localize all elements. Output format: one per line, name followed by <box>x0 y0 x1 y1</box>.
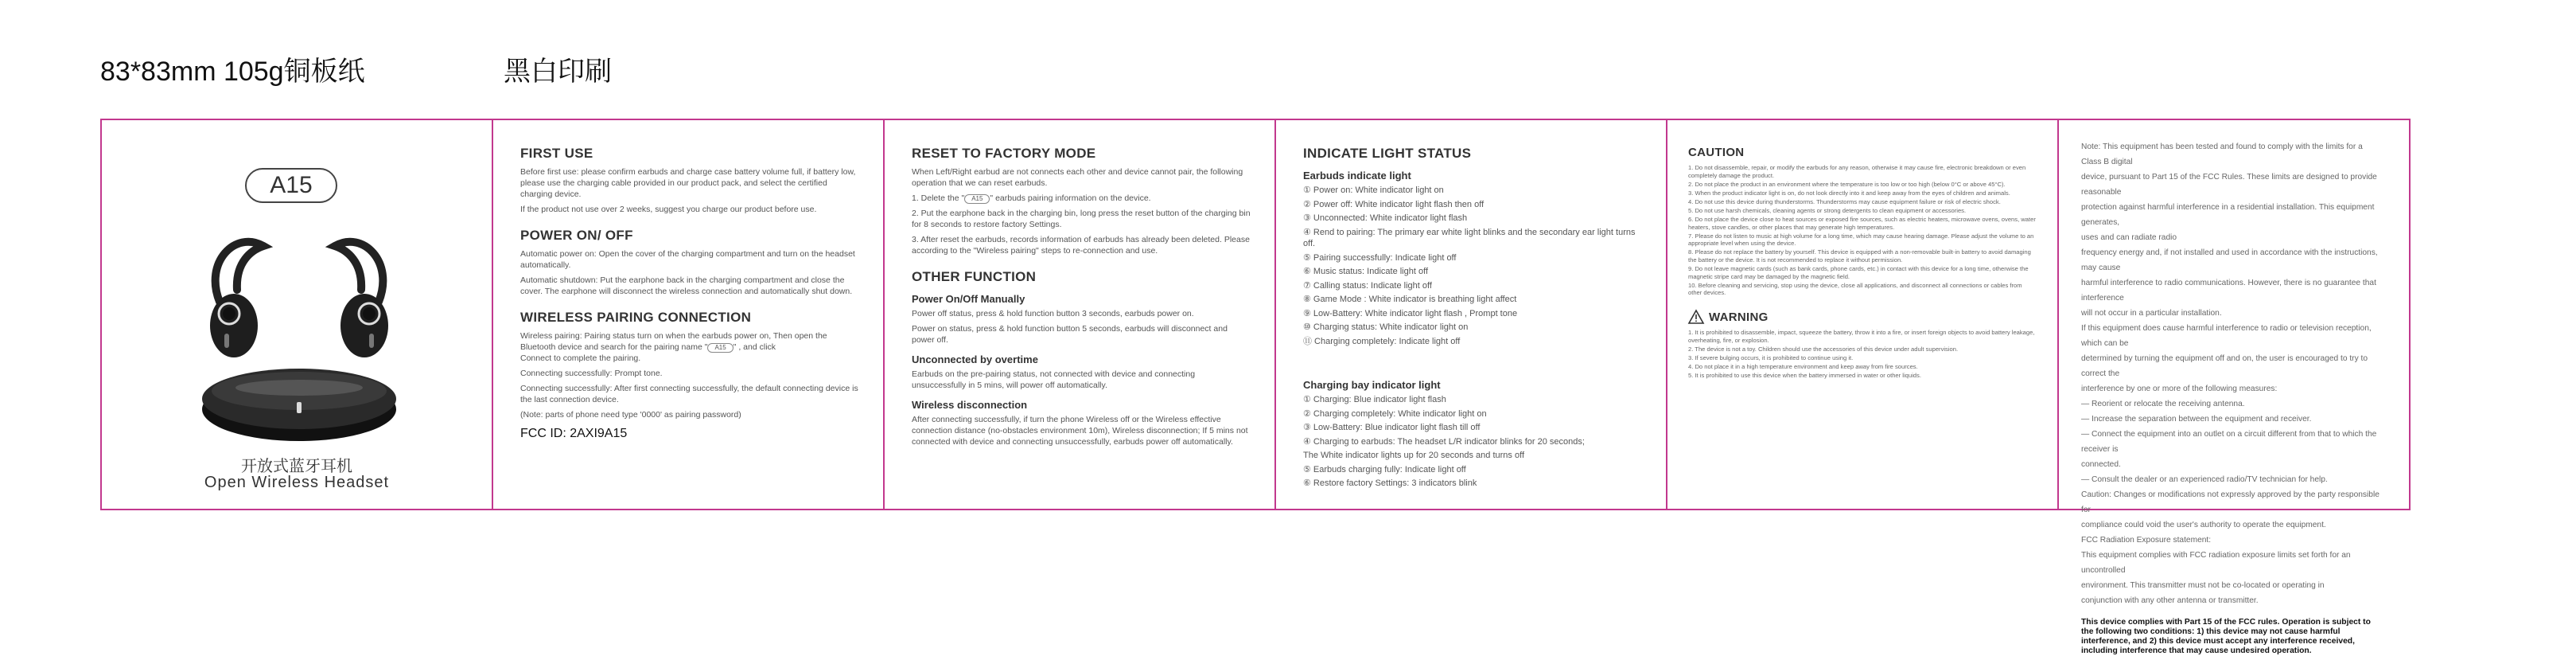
list-item: ④ Rend to pairing: The primary ear white light blinks and the secondary ear light turns off. <box>1303 227 1636 248</box>
power-text: Automatic shutdown: Put the earphone back in the charging compartment and close the cover. The earphone will disconnect the wireless connection and automatically shut down. <box>520 275 853 296</box>
caution-item: 4. Do not use this device during thunderstorms. Thunderstorms may cause equipment failure or risk of electric shock. <box>1688 197 2001 205</box>
fcc-line: — Connect the equipment into an outlet on a circuit different from that to which the receiver is <box>2081 430 2377 454</box>
fcc-line: Caution: Changes or modifications not expressly approved by the party responsible for <box>2081 490 2379 514</box>
wireless-text-part: Wireless pairing: Pairing status turn on when the earbuds power on, Then open the Bluetooth device and search for the pairing name " <box>520 331 827 352</box>
wireless-title: WIRELESS PAIRING CONNECTION <box>520 310 752 325</box>
model-inline-badge: A15 <box>964 194 990 204</box>
cover-panel <box>102 120 493 509</box>
warning-item: 2. The device is not a toy. Children should use the accessories of this device under adult supervision. <box>1688 345 1959 353</box>
warning-item: 1. It is prohibited to disassemble, impact, squeeze the battery, throw it into a fire, or insert foreign objects to avoid battery leakage, overheating, fire, or explosion. <box>1688 329 2035 344</box>
paper-spec: 83*83mm 105g铜板纸 <box>100 57 365 87</box>
fcc-line: interference by one or more of the following measures: <box>2081 385 2278 393</box>
wireless-text: Connecting successfully: After first connecting successfully, the default connecting device is the last connection device. <box>520 384 858 404</box>
warning-title: WARNING <box>1709 310 1769 324</box>
product-name-en: Open Wireless Headset <box>204 474 390 491</box>
manual-power-title: Power On/Off Manually <box>912 293 1025 305</box>
list-item: ⑥ Restore factory Settings: 3 indicators blink <box>1303 478 1477 488</box>
product-name-cn: 开放式蓝牙耳机 <box>241 458 352 475</box>
list-item: ② Charging completely: White indicator light on <box>1303 408 1487 419</box>
list-item: ④ Charging to earbuds: The headset L/R indicator blinks for 20 seconds; <box>1303 436 1585 447</box>
fcc-line: environment. This transmitter must not be co-located or operating in <box>2081 581 2325 590</box>
first-use-text: Before first use: please confirm earbuds and charge case battery volume full, if battery low, please use the charging cable provided in our product pack, and select the certified charging device. <box>520 167 856 199</box>
list-item: ⑤ Pairing successfully: Indicate light off <box>1303 252 1457 263</box>
fcc-line: — Increase the separation between the equipment and receiver. <box>2081 415 2312 424</box>
list-item: The White indicator lights up for 20 seconds and turns off <box>1303 451 1525 460</box>
fcc-line: determined by turning the equipment off and on, the user is encouraged to try to correct the <box>2081 354 2368 378</box>
indicator-panel <box>1276 120 1667 509</box>
bay-light-list <box>1303 394 1642 490</box>
fcc-line: If this equipment does cause harmful interference to radio or television reception, which can be <box>2081 324 2372 348</box>
overtime-title: Unconnected by overtime <box>912 353 1038 365</box>
fcc-line: This equipment complies with FCC radiation exposure limits set forth for an uncontrolled <box>2081 551 2351 575</box>
wireless-text: Connecting successfully: Prompt tone. <box>520 369 663 378</box>
fcc-line: protection against harmful interference in a residential installation. This equipment generates, <box>2081 203 2375 227</box>
fcc-line: connected. <box>2081 460 2121 469</box>
fcc-line: FCC Radiation Exposure statement: <box>2081 536 2212 545</box>
list-item: ⑧ Game Mode : White indicator is breathing light affect <box>1303 295 1517 304</box>
earbuds-light-list <box>1303 185 1642 347</box>
fcc-line: conjunction with any other antenna or transmitter. <box>2081 596 2259 605</box>
earbuds-product-image <box>188 214 411 445</box>
model-inline-badge: A15 <box>707 343 733 353</box>
fcc-line: will not occur in a particular installation. <box>2081 309 2222 318</box>
fcc-line: — Reorient or relocate the receiving antenna. <box>2081 400 2245 408</box>
list-item: ⑨ Low-Battery: White indicator light flash , Prompt tone <box>1303 308 1518 318</box>
fcc-line: uses and can radiate radio <box>2081 233 2177 242</box>
other-function-title: OTHER FUNCTION <box>912 269 1037 284</box>
fcc-line: Note: This equipment has been tested and found to comply with the limits for a Class B digital <box>2081 143 2363 166</box>
list-item: ⑤ Earbuds charging fully: Indicate light off <box>1303 464 1466 474</box>
reset-text-part: 1. Delete the " <box>912 193 965 203</box>
fcc-line: — Consult the dealer or an experienced radio/TV technician for help. <box>2081 475 2328 484</box>
reset-text <box>912 193 1251 204</box>
fcc-line: compliance could void the user's authority to operate the equipment. <box>2081 521 2326 529</box>
reset-panel <box>885 120 1276 509</box>
wireless-text: (Note: parts of phone need type '0000' as pairing password) <box>520 410 741 420</box>
list-item: ① Power on: White indicator light on <box>1303 185 1444 195</box>
caution-item: 8. Please do not replace the battery by yourself. This device is equipped with a non-removable built-in battery to avoid damaging the battery or the device. It is not recommended to replace it without permission. <box>1688 248 2031 264</box>
list-item: ② Power off: White indicator light flash then off <box>1303 199 1485 209</box>
caution-item: 6. Do not place the device close to heat sources or exposed fire sources, such as electric heaters, microwave ovens, ovens, water heaters, stove candles, or other places that may generate high temperatures. <box>1688 216 2036 231</box>
caution-item: 7. Please do not listen to music at high volume for a long time, which may cause hearing damage. Please adjust the volume to an appropriate level when using the device. <box>1688 232 2034 248</box>
caution-item: 5. Do not use harsh chemicals, cleaning agents or strong detergents to clean equipment or accessories. <box>1688 206 1967 214</box>
reset-text: When Left/Right earbud are not connects each other and device cannot pair, the following operation that we can reset earbuds. <box>912 167 1243 188</box>
fcc-line: harmful interference to radio communications. However, there is no guarantee that interference <box>2081 279 2376 303</box>
warning-heading <box>1688 310 2037 324</box>
first-use-panel <box>493 120 885 509</box>
print-mode: 黑白印刷 <box>504 57 612 87</box>
list-item: ③ Unconnected: White indicator light flash <box>1303 213 1468 223</box>
warning-item: 3. If severe bulging occurs, it is prohibited to continue using it. <box>1688 353 1854 361</box>
caution-item: 10. Before cleaning and servicing, stop using the device, close all applications, and disconnect all connections or cables from other devices. <box>1688 281 2022 297</box>
fcc-id: FCC ID: 2AXI9A15 <box>520 427 628 440</box>
manual-sheet <box>100 119 2411 655</box>
list-item: ⑦ Calling status: Indicate light off <box>1303 280 1432 291</box>
caution-item: 9. Do not leave magnetic cards (such as bank cards, phone cards, etc.) in contact with this device for a long time, otherwise the magnetic stripe card may be damaged by the magnetic field. <box>1688 265 2029 280</box>
wireless-text <box>520 330 859 364</box>
list-item: ⑩ Charging status: White indicator light on <box>1303 322 1469 332</box>
fcc-line: device, pursuant to Part 15 of the FCC Rules. These limits are designed to provide reasonable <box>2081 173 2377 197</box>
caution-item: 3. When the product indicator light is on, do not look directly into it and keep away from the eyes of children and animals. <box>1688 189 2010 197</box>
model-badge: A15 <box>245 168 337 203</box>
caution-item: 2. Do not place the product in an environment where the temperature is too low or too high (below 0°C or above 45°C). <box>1688 180 2006 188</box>
caution-title: CAUTION <box>1688 146 1745 159</box>
first-use-title: FIRST USE <box>520 146 593 161</box>
wireless-text-part: " , and click <box>733 342 776 352</box>
list-item: ⑪ Charging completely: Indicate light off <box>1303 336 1461 346</box>
overtime-text: Earbuds on the pre-pairing status, not connected with device and connecting unsuccessfully in 5 mins, will power off automatically. <box>912 369 1196 390</box>
fcc-line: frequency energy and, if not installed and used in accordance with the instructions, may cause <box>2081 248 2378 272</box>
disconnect-title: Wireless disconnection <box>912 399 1028 411</box>
list-item: ③ Low-Battery: Blue indicator light flash till off <box>1303 423 1481 432</box>
fcc-statement <box>2081 139 2385 608</box>
manual-power-text: Power on status, press & hold function button 5 seconds, earbuds will disconnect and power off. <box>912 324 1228 345</box>
warning-item: 4. Do not place it in a high temperature environment and keep away from fire sources. <box>1688 362 1918 370</box>
first-use-text: If the product not use over 2 weeks, suggest you charge our product before use. <box>520 205 817 214</box>
bay-light-title: Charging bay indicator light <box>1303 379 1441 391</box>
warning-item: 5. It is prohibited to use this device when the battery immersed in water or other liquids. <box>1688 371 1921 379</box>
reset-text: 3. After reset the earbuds, records information of earbuds has already been deleted. Please according to the "Wireless pairing" steps to re-connection and use. <box>912 235 1250 256</box>
power-title: POWER ON/ OFF <box>520 228 633 243</box>
caution-panel <box>1667 120 2059 509</box>
warning-list <box>1688 329 2037 380</box>
wireless-text-part: Connect to complete the pairing. <box>520 353 641 363</box>
reset-title: RESET TO FACTORY MODE <box>912 146 1096 161</box>
warning-icon <box>1688 310 1704 324</box>
disconnect-text: After connecting successfully, if turn the phone Wireless off or the Wireless effective connection distance (no-obstacles environment 10m), Wireless disconnection; If 5 mins not connected with device and connecting unsuccessfully, earbuds power off automatically. <box>912 415 1248 447</box>
indicate-title: INDICATE LIGHT STATUS <box>1303 146 1472 161</box>
list-item: ⑥ Music status: Indicate light off <box>1303 267 1429 276</box>
fcc-panel <box>2059 120 2409 655</box>
power-text: Automatic power on: Open the cover of the charging compartment and turn on the headset automatically. <box>520 249 855 270</box>
list-item: ① Charging: Blue indicator light flash <box>1303 395 1446 404</box>
reset-text: 2. Put the earphone back in the charging bin, long press the reset button of the charging bin for 8 seconds to restore factory Settings. <box>912 209 1251 229</box>
manual-power-text: Power off status, press & hold function button 3 seconds, earbuds power on. <box>912 309 1194 318</box>
reset-text-part: " earbuds pairing information on the device. <box>990 193 1151 203</box>
earbuds-light-title: Earbuds indicate light <box>1303 170 1411 182</box>
fcc-compliance-note: This device complies with Part 15 of the FCC rules. Operation is subject to the following two conditions: 1) this device may not cause harmful interference, and 2) this device must accept any interference received, including interference that may cause undesired operation. <box>2081 618 2371 655</box>
caution-item: 1. Do not disassemble, repair, or modify the earbuds for any reason, otherwise it may cause fire, electronic breakdown or even completely damage the product. <box>1688 164 2026 179</box>
